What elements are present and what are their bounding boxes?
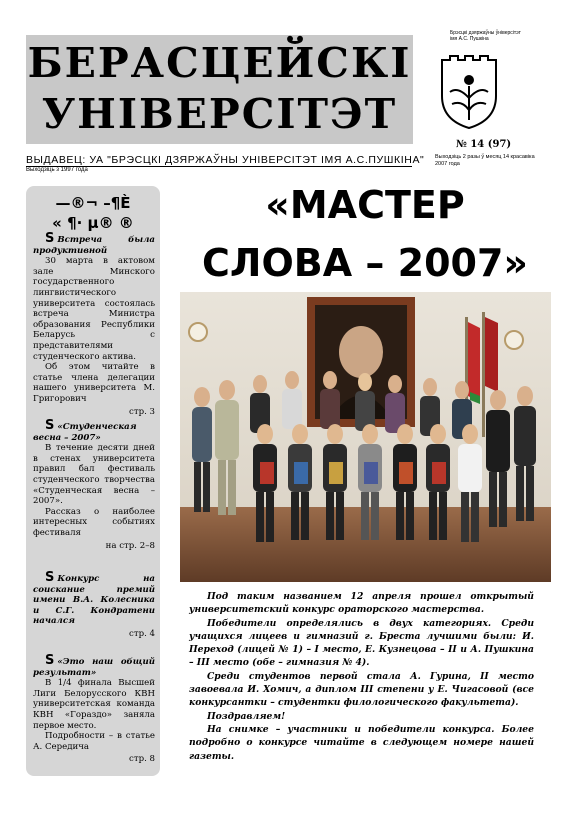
university-logo-icon	[438, 52, 500, 130]
headline-line2: СЛОВА – 2007»	[202, 241, 528, 285]
sidebar-item-title: «Это наш общий результат»	[33, 657, 155, 678]
group-photo	[180, 292, 551, 582]
issue-number: № 14 (97)	[456, 139, 512, 150]
sidebar-heading: —®¬ –¶È	[55, 194, 131, 212]
sidebar-item[interactable]	[33, 231, 155, 417]
page-ref: на стр. 2–8	[105, 540, 155, 551]
bullet-icon: S	[45, 570, 55, 585]
sidebar-item-text: Рассказ о наиболее интересных событиях фестиваля	[33, 506, 155, 538]
sidebar-contents	[26, 186, 160, 776]
article-body	[189, 590, 534, 763]
sidebar-item-text: В течение десяти дней в стенах университета правил бал фестиваль студенческого творчества «Студенческая весна – 2007».	[33, 443, 155, 507]
article-paragraph: Победители определялись в двух категориях. Среди учащихся лицеев и гимназий г. Бреста лучшими были: И. Переход (лицей № 1) – I место, Е. Кузнецова – II и А. Пушкина – III место (обе – гимназия № 4).	[189, 617, 534, 669]
since-year: Выходзіць з 1997 года	[26, 167, 88, 173]
article-paragraph: Под таким названием 12 апреля прошел открытый университетский конкурс ораторского мастерства.	[189, 591, 534, 616]
sidebar-item-title: «Студенческая весна – 2007»	[33, 422, 137, 443]
bullet-icon: S	[45, 653, 55, 668]
sidebar-heading-2: « ¶· µ® ®	[52, 214, 134, 232]
page-ref: стр. 4	[129, 628, 155, 639]
logo-caption: Брэсцкі дзяржаўны ўніверсітэт імя А.С. Пушкіна	[450, 30, 521, 42]
sidebar-item[interactable]	[33, 653, 155, 765]
bullet-icon: S	[45, 231, 55, 246]
sidebar-item-text: Подробности – в статье А. Середича	[33, 731, 155, 752]
sidebar-item-title: Конкурс на соискание премий имени В.А. Колесника и С.Г. Кондратени начался	[33, 574, 155, 627]
article-paragraph: На снимке – участники и победители конкурса. Более подробно о конкурсе читайте в следующем номере нашей газеты.	[189, 723, 534, 762]
page-ref: стр. 8	[129, 754, 155, 765]
sidebar-item-text: 30 марта в актовом зале Минского государственного лингвистического университета состоялась встреча Министра образования Республики Беларусь с представителями студенческого актива.	[33, 256, 155, 362]
sidebar-item[interactable]	[33, 418, 155, 551]
article-paragraph: Поздравляем!	[207, 710, 286, 722]
masthead-banner	[26, 35, 413, 144]
issue-date: Выходзіць 2 разы ў месяц 14 красавіка 2007 года	[435, 154, 535, 167]
sidebar-item-title: Встреча была продуктивной	[33, 235, 155, 256]
sidebar-item-text: В 1/4 финала Высшей Лиги Белорусского КВН университетская команда КВН «Гораздо» заняла первое место.	[33, 678, 155, 731]
newspaper-title-line1: БЕРАСЦЕЙСКІ	[27, 39, 412, 87]
bullet-icon: S	[45, 418, 55, 433]
sidebar-item-text: Об этом читайте в статье члена делегации нашего университета М. Григорович	[33, 362, 155, 404]
publisher-line: ВЫДАВЕЦ: УА "БРЭСЦКІ ДЗЯРЖАЎНЫ УНІВЕРСІТЭТ ІМЯ А.С.ПУШКІНА"	[26, 154, 425, 166]
headline-line1: «МАСТЕР	[265, 183, 465, 227]
article-paragraph: Среди студентов первой стала А. Гурина, II место завоевала И. Хомич, а диплом III степени у Е. Чигасовой (все конкурсантки – студентки филологического факультета).	[189, 670, 534, 709]
newspaper-title-line2: УНІВЕРСІТЭТ	[41, 90, 398, 138]
page-ref: стр. 3	[129, 406, 155, 417]
sidebar-item[interactable]	[33, 570, 155, 640]
